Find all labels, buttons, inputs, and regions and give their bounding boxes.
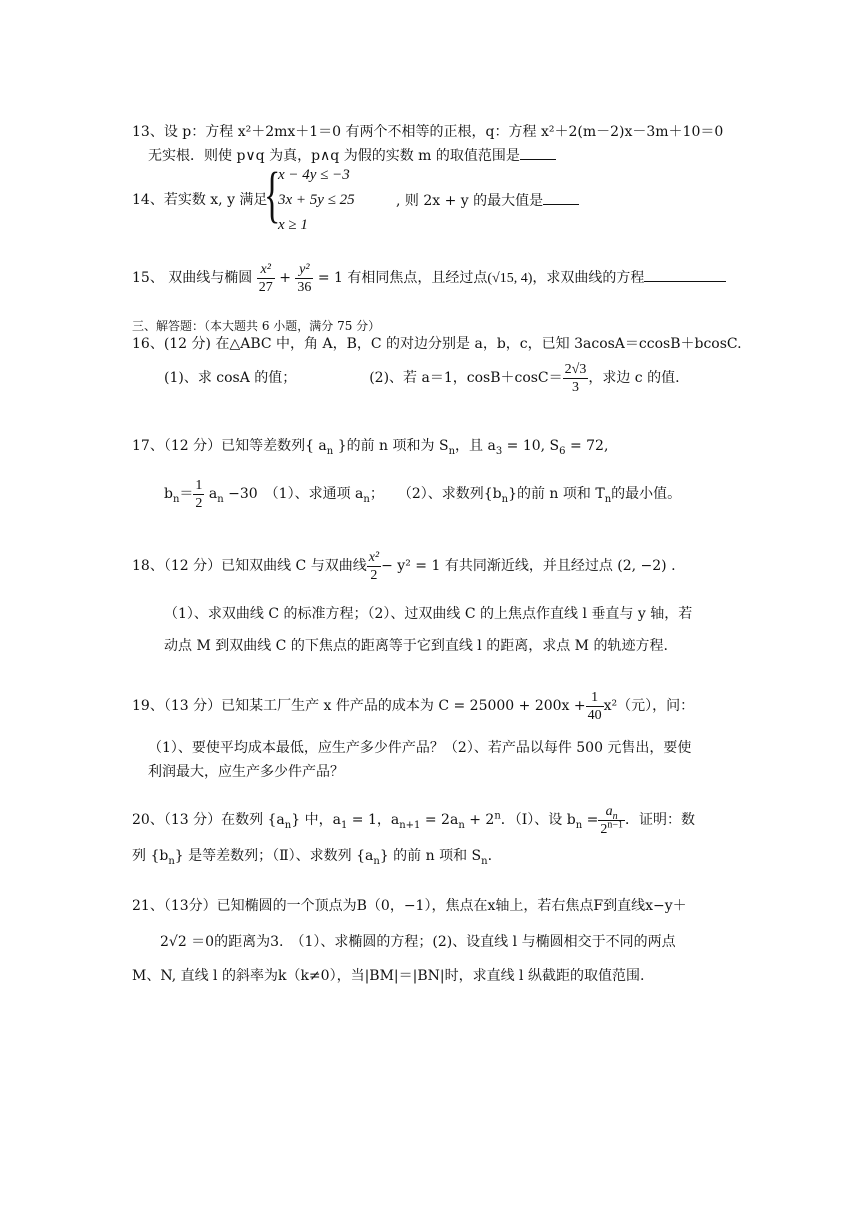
- q19-frac-den: 40: [587, 707, 602, 723]
- q17-sub-n6: n: [501, 493, 509, 505]
- q20-sub-6: n: [612, 810, 618, 822]
- q17-t2: }的前 n 项和为 S: [333, 438, 449, 454]
- q13-text-line2: 无实根．则使 p∨q 为真，p∧q 为假的实数 m 的取值范围是: [148, 148, 520, 164]
- q20-frac-den: [598, 818, 625, 838]
- q13-number: 13、: [132, 124, 164, 140]
- q20-sub-2: 1: [340, 819, 348, 831]
- q20-t9: 列 {b: [132, 848, 169, 864]
- q18-t1: 18、（12 分）已知双曲线 C 与双曲线: [132, 558, 367, 574]
- q13-answer-blank: [520, 145, 556, 160]
- q19-line3: 利润最大，应生产多少件产品？: [148, 764, 344, 780]
- q17-line1: [132, 436, 608, 456]
- q16-part2-end: ，求边 c 的值.: [588, 370, 680, 386]
- q20-t2: } 中，a: [291, 812, 341, 828]
- q17-eq: ＝: [179, 486, 194, 502]
- q15-fraction-x: [257, 261, 275, 296]
- q15-fraction-y: [295, 261, 313, 296]
- q14-answer-blank: [543, 190, 579, 205]
- q14-constraint-2: 3x + 5y ≤ 25: [278, 192, 355, 208]
- q19-fraction: [586, 689, 604, 724]
- q20-sub-4: n: [458, 819, 465, 831]
- q17-sub-n3: n: [172, 493, 180, 505]
- q17-t4: = 10, S: [502, 438, 560, 454]
- q20-sub-5: n: [575, 819, 583, 831]
- q16-frac-den: 3: [572, 379, 579, 395]
- q16-line1: 16、(12 分) 在△ABC 中，角 A，B，C 的对边分别是 a，b，c，已知 3acosA＝ccosB＋bcosC.: [132, 336, 742, 352]
- q16-part2: (2)、若 a＝1，cosB＋cosC＝: [369, 370, 563, 386]
- q17-part1: −30 （1）、求通项 a: [223, 486, 364, 502]
- q13-line1: [132, 122, 723, 142]
- q17-sub-n2: n: [448, 445, 456, 457]
- q17-part2: ； （2）、求数列{b: [369, 486, 502, 502]
- q20-t4: = 2a: [420, 812, 459, 828]
- q20-t5: + 2: [464, 812, 495, 828]
- q17-sub-n1: n: [326, 445, 334, 457]
- q18-frac-num: x²: [368, 549, 380, 565]
- q15-frac1-num: x²: [257, 261, 275, 279]
- q17-sub-6: 6: [559, 445, 566, 457]
- q16-frac-num: 2√3: [564, 361, 587, 377]
- q14-constraint-3: x ≥ 1: [278, 217, 308, 233]
- q15-frac1-den: 27: [258, 279, 273, 295]
- q15-text-a: 双曲线与椭圆: [168, 270, 253, 286]
- q17-sub-n4: n: [217, 493, 224, 505]
- q19-t1: 19、（13 分）已知某工厂生产 x 件产品的成本为 C = 25000 + 200x +: [132, 698, 586, 714]
- q18-frac-den: 2: [370, 567, 378, 583]
- q14-number: 14、: [132, 192, 164, 208]
- q19-line2: （1）、要使平均成本最低，应生产多少件产品？（2）、若产品以每件 500 元售出，要使: [148, 740, 692, 756]
- q20-sub-1: n: [284, 819, 292, 831]
- q20-line1: [132, 802, 695, 838]
- q20-t7: =: [582, 812, 599, 828]
- q20-sub-3: n+1: [399, 819, 421, 831]
- q14-lead: [132, 190, 267, 210]
- q20-t1: 20、（13 分）在数列 {a: [132, 812, 285, 828]
- q17-frac-num: 1: [195, 477, 203, 493]
- q20-t12: .: [487, 848, 493, 864]
- q20-t8: ．证明：数: [625, 812, 695, 828]
- q14-constraint-1: x − 4y ≤ −3: [278, 167, 350, 183]
- q15-plus: +: [279, 270, 291, 286]
- q20-sup-1: n: [494, 810, 501, 822]
- q15-text-b: ，求双曲线的方程: [532, 270, 645, 286]
- q20-t11: } 的前 n 项和 S: [379, 848, 482, 864]
- q16-line2: [164, 360, 680, 396]
- q20-t6: ．（Ⅰ）、设 b: [500, 812, 576, 828]
- q17-sub-3: 3: [495, 445, 503, 457]
- q15-point: (√15, 4): [487, 271, 533, 286]
- q20-sub-7: n: [168, 855, 175, 867]
- q20-t10: } 是等差数列；（Ⅱ）、求数列 {a: [174, 848, 374, 864]
- q20-frac-den-2: 2: [600, 821, 608, 837]
- q17-t3: ，且 a: [455, 438, 496, 454]
- q17-b: b: [164, 486, 173, 502]
- q14-suffix-line: [396, 190, 579, 211]
- q19-frac-num: 1: [586, 689, 604, 707]
- q15-frac2-den: 36: [297, 279, 312, 295]
- q20-sub-8: n: [373, 855, 380, 867]
- q17-frac-den: 2: [195, 495, 203, 511]
- q15-answer-blank: [644, 267, 726, 282]
- q20-t3: = 1，a: [347, 812, 400, 828]
- q14-suffix: , 则 2x + y 的最大值是: [396, 193, 544, 209]
- q15-frac2-num: y²: [295, 261, 313, 279]
- q21-line3: M、N, 直线 l 的斜率为k（k≠0），当|BM|＝|BN|时，求直线 l 纵截距的取值范围.: [132, 968, 645, 984]
- q18-line3: 动点 M 到双曲线 C 的下焦点的距离等于它到直线 l 的距离，求点 M 的轨迹方程.: [164, 638, 668, 654]
- q17-t1: 17、（12 分）已知等差数列{ a: [132, 438, 327, 454]
- q20-line2: [132, 846, 492, 866]
- q16-fraction: [563, 361, 589, 396]
- q17-sub-n5: n: [363, 493, 370, 505]
- q21-line1: 21、（13分）已知椭圆的一个顶点为B（0，−1），焦点在x轴上，若右焦点F到直线x−y＋: [132, 898, 687, 914]
- q15-number: 15、: [132, 270, 164, 286]
- q17-t5: = 72,: [565, 438, 609, 454]
- q17-fraction: [193, 477, 204, 512]
- q16-part1: (1)、求 cosA 的值；: [164, 370, 297, 386]
- q18-line1: [132, 548, 676, 584]
- q17-a: a: [204, 486, 218, 502]
- q17-sub-n7: n: [604, 493, 612, 505]
- q20-sub-9: n: [481, 855, 488, 867]
- q17-line2: [164, 476, 681, 512]
- q18-t2: − y² = 1 有共同渐近线，并且经过点 (2, −2) .: [381, 558, 676, 574]
- q14-system-brace: {: [264, 161, 281, 229]
- q18-line2: （1）、求双曲线 C 的标准方程；（2）、过双曲线 C 的上焦点作直线 l 垂直与 y 轴，若: [164, 606, 693, 622]
- q21-line2: 2√2 ＝0的距离为3. （1）、求椭圆的方程；(2)、设直线 l 与椭圆相交于不同的两点: [160, 934, 676, 950]
- q17-part2c: 的最小值。: [611, 486, 682, 502]
- q13-line2: [148, 145, 556, 166]
- q20-fraction: [598, 803, 625, 838]
- q14-prefix: 若实数 x, y 满足: [163, 192, 268, 208]
- q20-sup-2: n−1: [607, 818, 623, 830]
- q20-frac-num: [598, 803, 625, 821]
- q18-fraction: [367, 549, 381, 584]
- q19-line1: [132, 688, 694, 724]
- section-3-heading: 三、解答题：（本大题共 6 小题，满分 75 分）: [132, 319, 381, 333]
- q13-text-line1: 设 p：方程 x²＋2mx＋1＝0 有两个不相等的正根，q：方程 x²＋2(m－2)x－3m＋10＝0: [163, 124, 724, 140]
- q20-frac-num-a: a: [605, 803, 613, 819]
- q17-part2b: }的前 n 项和 T: [508, 486, 605, 502]
- q15-line: [132, 260, 726, 297]
- q15-eq-text: = 1 有相同焦点，且经过点: [317, 270, 488, 286]
- q19-t2: x²（元），问：: [603, 698, 695, 714]
